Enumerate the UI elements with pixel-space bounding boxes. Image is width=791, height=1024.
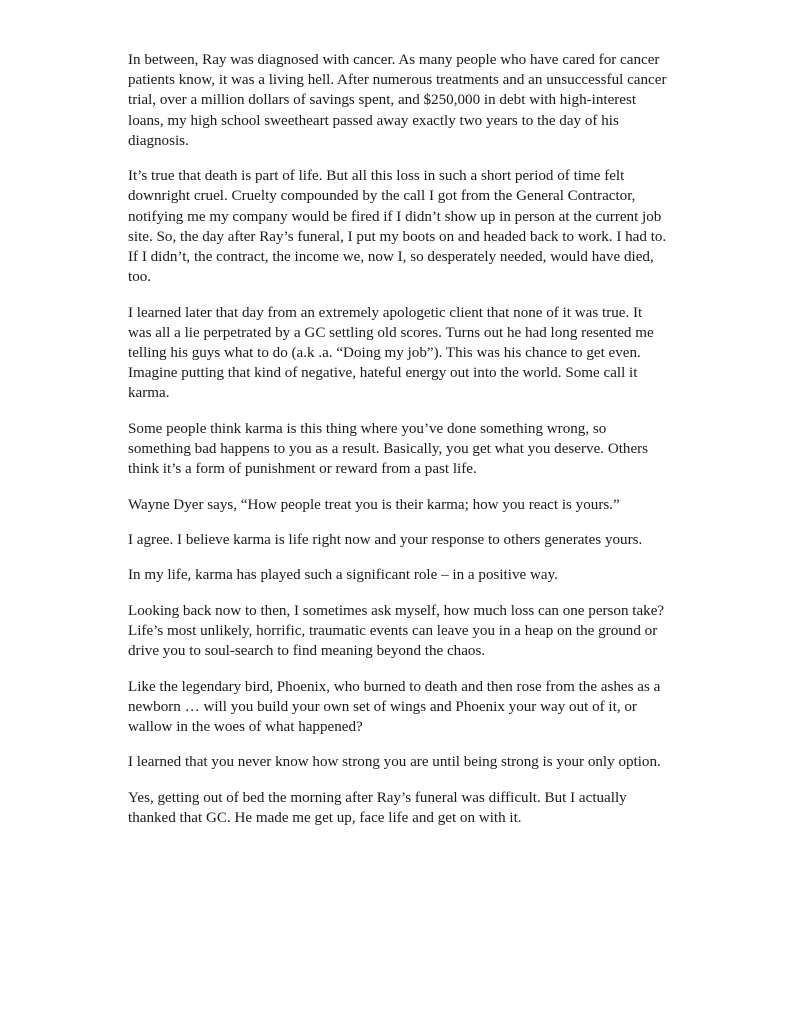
document-page [128,50,668,843]
paragraph-2: It’s true that death is part of life. But all this loss in such a short period of time felt downright cruel. Cruelty compounded by the call I got from the General Contractor, notifying me my company would be fired if I didn’t show up in person at the current job site. So, the day after Ray’s funeral, I put my boots on and headed back to work. I had to. If I didn’t, the contract, the income we, now I, so desperately needed, would have died, too. [128,168,667,286]
paragraph-9: Like the legendary bird, Phoenix, who burned to death and then rose from the ashes as a newborn … will you build your own set of wings and Phoenix your way out of it, or wallow in the woes of what happened? [128,678,661,735]
paragraph-11: Yes, getting out of bed the morning after Ray’s funeral was difficult. But I actually thanked that GC. He made me get up, face life and get on with it. [128,789,627,826]
paragraph-8: Looking back now to then, I sometimes ask myself, how much loss can one person take? Life’s most unlikely, horrific, traumatic events can leave you in a heap on the ground or drive you to soul-search to find meaning beyond the chaos. [128,602,665,660]
paragraph-1: In between, Ray was diagnosed with cancer. As many people who have cared for cancer patients know, it was a living hell. After numerous treatments and an unsuccessful cancer trial, over a million dollars of savings spent, and $250,000 in debt with high-interest loans, my high school sweetheart passed away exactly two years to the day of his diagnosis. [128,52,667,149]
paragraph-3: I learned later that day from an extremely apologetic client that none of it was true. It was all a lie perpetrated by a GC settling old scores. Turns out he had long resented me telling his guys what to do (a.k .a. “Doing my job”). This was his chance to get even. Imagine putting that kind of negative, hateful energy out into the world. Some call it karma. [128,304,654,402]
paragraph-6: I agree. I believe karma is life right now and your response to others generates yours. [128,532,643,548]
paragraph-10: I learned that you never know how strong you are until being strong is your only option. [128,754,661,771]
paragraph-4: Some people think karma is this thing where you’ve done something wrong, so something bad happens to you as a result. Basically, you get what you deserve. Others think it’s a form of punishment or reward from a past life. [128,420,649,478]
paragraph-7: In my life, karma has played such a significant role – in a positive way. [128,567,558,584]
paragraph-5: Wayne Dyer says, “How people treat you is their karma; how you react is yours.” [128,496,620,513]
